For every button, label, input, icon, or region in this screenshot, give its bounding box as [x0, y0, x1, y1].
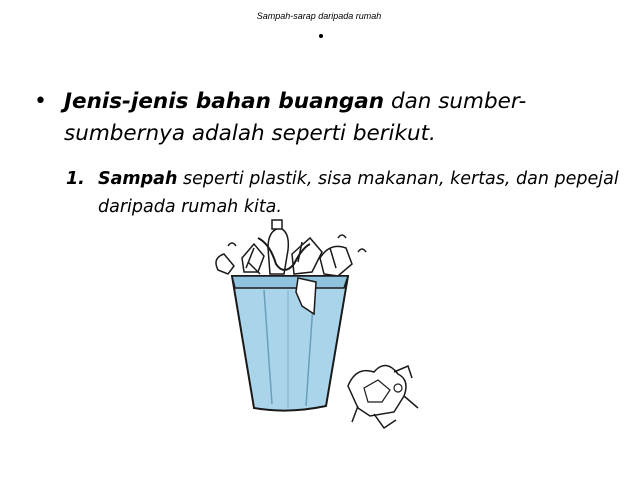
- item-bold-lead: Sampah: [98, 169, 178, 189]
- item-rest: seperti plastik, sisa makanan, kertas, dan pepejal daripada rumah kita.: [98, 169, 619, 217]
- item-number: 1.: [66, 169, 85, 189]
- bullet-text: [64, 86, 614, 150]
- bullet-bold-lead: Jenis-jenis bahan buangan: [64, 89, 385, 114]
- bullet-item: [34, 86, 614, 150]
- item-text: [98, 165, 626, 221]
- caption-dot: [319, 34, 323, 38]
- bullet-symbol: •: [34, 89, 47, 114]
- bullet-rest: dan sumber-sumbernya adalah seperti berikut.: [64, 89, 527, 146]
- numbered-item: [66, 165, 626, 221]
- trash-bin-overflowing-icon: [198, 218, 433, 433]
- slide-caption: Sampah-sarap daripada rumah: [256, 11, 382, 21]
